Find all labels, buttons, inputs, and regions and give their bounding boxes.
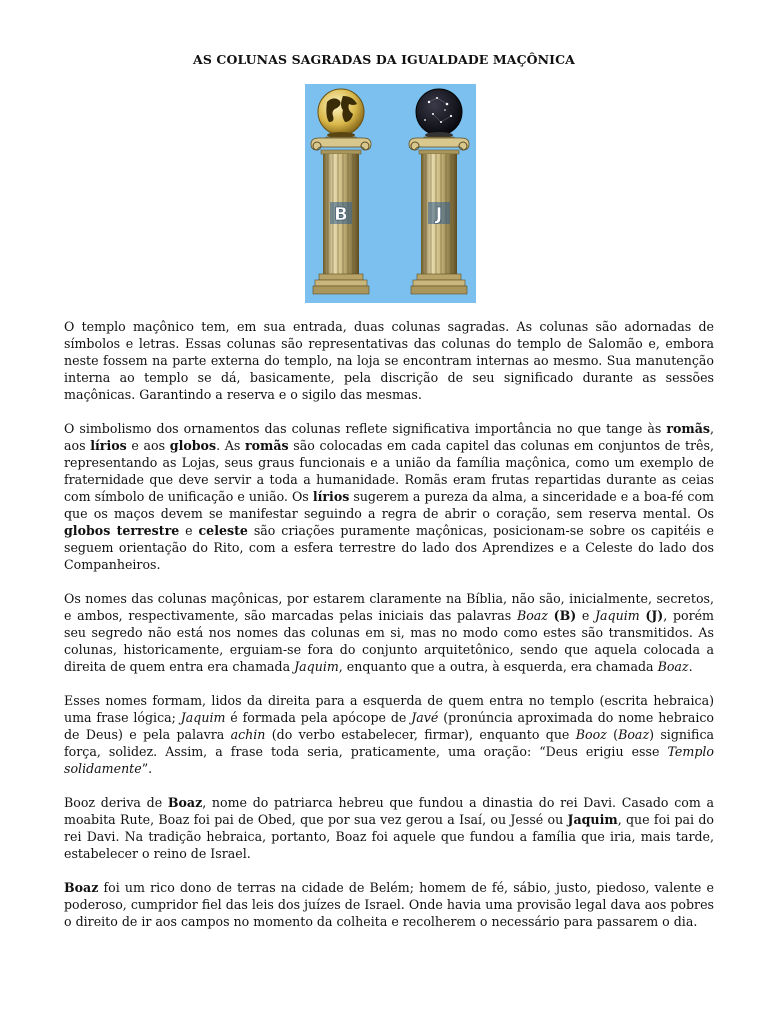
bold-text: Boaz: [64, 880, 99, 895]
italic-text: Jaquim: [180, 710, 226, 725]
bold-text: celeste: [198, 523, 248, 538]
left-pillar-letter: B: [334, 204, 348, 225]
italic-text: Booz: [575, 727, 607, 742]
italic-text: Jaquim: [594, 608, 640, 623]
text-run: , que foi pai do rei Davi. Na tradição hebraica, portanto, Boaz foi aquele que fundou a família que iria, mais tarde, estabelecer o reino de Israel.: [64, 812, 714, 861]
text-run: e: [179, 523, 199, 538]
text-run: ”.: [141, 761, 153, 776]
text-run: (do verbo estabelecer, firmar), enquanto que: [265, 727, 576, 742]
text-run: Esses nomes formam, lidos da direita para a esquerda de quem entra no templo (escrita hebraica) uma frase lógica;: [64, 693, 714, 725]
text-run: (: [606, 727, 619, 742]
text-run: , nome do patriarca hebreu que fundou a dinastia do rei Davi. Casado com a moabita Rute, Boaz foi pai de Obed, que por sua vez gerou a Isaí, ou Jessé ou: [64, 795, 714, 827]
italic-text: achin: [230, 727, 266, 742]
italic-text: Boaz: [618, 727, 650, 742]
text-run: , aos: [64, 421, 714, 453]
masonic-pillars-figure: [305, 84, 476, 303]
bold-text: Boaz: [167, 795, 203, 810]
text-run: é formada pela apócope de: [225, 710, 412, 725]
bold-text: (J): [645, 608, 664, 623]
text-run: O simbolismo dos ornamentos das colunas reflete significativa importância no que tange às: [64, 421, 667, 436]
bold-text: lírios: [312, 489, 350, 504]
text-run: sugerem a pureza da alma, a sinceridade e a boa-fé com que os maços devem se manifestar seguindo a regra de abrir o coração, sem reserva mental. Os: [64, 489, 714, 521]
paragraph: [64, 318, 714, 403]
text-run: Booz deriva de: [64, 795, 168, 810]
text-run: são colocadas em cada capitel das colunas em conjuntos de três, representando as Lojas, seus graus funcionais e a união da família maçônica, como um exemplo de fraternidade que deve servir a toda a humanidade. Romãs eram frutas repartidas durante as ceias com símbolo de unificação e união. Os: [64, 438, 714, 504]
bold-text: romãs: [666, 421, 710, 436]
celestial-globe-icon: [416, 89, 462, 138]
paragraph: [64, 879, 714, 930]
paragraph: [64, 794, 714, 862]
bold-text: globos terrestre: [64, 523, 180, 538]
italic-text: Boaz: [657, 659, 689, 674]
text-run: Os nomes das colunas maçônicas, por estarem claramente na Bíblia, não são, inicialmente, secretos, e ambos, respectivamente, são marcadas pelas iniciais das palavras: [64, 591, 714, 623]
italic-text: Boaz: [516, 608, 548, 623]
text-run: , porém seu segredo não está nos nomes das colunas em si, mas no modo como estes são transmitidos. As colunas, historicamente, erguiam-se fora do conjunto arquitetônico, sendo que aquela colocada a direita de quem entra era chamada: [64, 608, 715, 674]
text-run: , enquanto que a outra, à esquerda, era chamada: [338, 659, 658, 674]
paragraph: [64, 692, 714, 777]
text-run: ) significa força, solidez. Assim, a frase toda seria, praticamente, uma oração: “Deus erigiu esse: [64, 727, 714, 759]
document-title: AS COLUNAS SAGRADAS DA IGUALDADE MAÇÔNICA: [193, 52, 575, 67]
right-pillar-letter: J: [435, 204, 443, 225]
italic-text: Jaquim: [294, 659, 339, 674]
italic-text: Javé: [411, 710, 439, 725]
italic-text: Templo solidamente: [64, 744, 714, 776]
right-pillar: [409, 89, 469, 294]
bold-text: globos: [169, 438, 217, 453]
text-run: e aos: [126, 438, 170, 453]
bold-text: lírios: [90, 438, 127, 453]
left-pillar: [311, 89, 371, 294]
bold-text: (B): [553, 608, 577, 623]
text-run: . As: [216, 438, 245, 453]
terrestrial-globe-icon: [318, 89, 364, 138]
text-run: são criações puramente maçônicas, posicionam-se sobre os capitéis e seguem orientação do Rito, com a esfera terrestre do lado dos Aprendizes e a Celeste do lado dos Companheiros.: [64, 523, 714, 572]
bold-text: Jaquim: [567, 812, 618, 827]
document-body: [64, 318, 714, 947]
text-run: (pronúncia aproximada do nome hebraico de Deus) e pela palavra: [64, 710, 715, 742]
text-run: e: [576, 608, 595, 623]
bold-text: romãs: [244, 438, 289, 453]
paragraph: [64, 420, 714, 573]
text-run: .: [688, 659, 693, 674]
text-run: O templo maçônico tem, em sua entrada, duas colunas sagradas. As colunas são adornadas de símbolos e letras. Essas colunas são representativas das colunas do templo de Salomão e, embora neste fossem na parte externa do templo, na loja se encontram internas ao mesmo. Sua manutenção interna ao templo se dá, basicamente, pela discrição de seu significado durante as sessões maçônicas. Garantindo a reserva e o sigilo das mesmas.: [64, 319, 714, 402]
text-run: foi um rico dono de terras na cidade de Belém; homem de fé, sábio, justo, piedoso, valente e poderoso, cumpridor fiel das leis dos juízes de Israel. Onde havia uma provisão legal dava aos pobres o direito de ir aos campos no momento da colheita e recolherem o necessário para passarem o dia.: [64, 880, 714, 929]
paragraph: [64, 590, 714, 675]
